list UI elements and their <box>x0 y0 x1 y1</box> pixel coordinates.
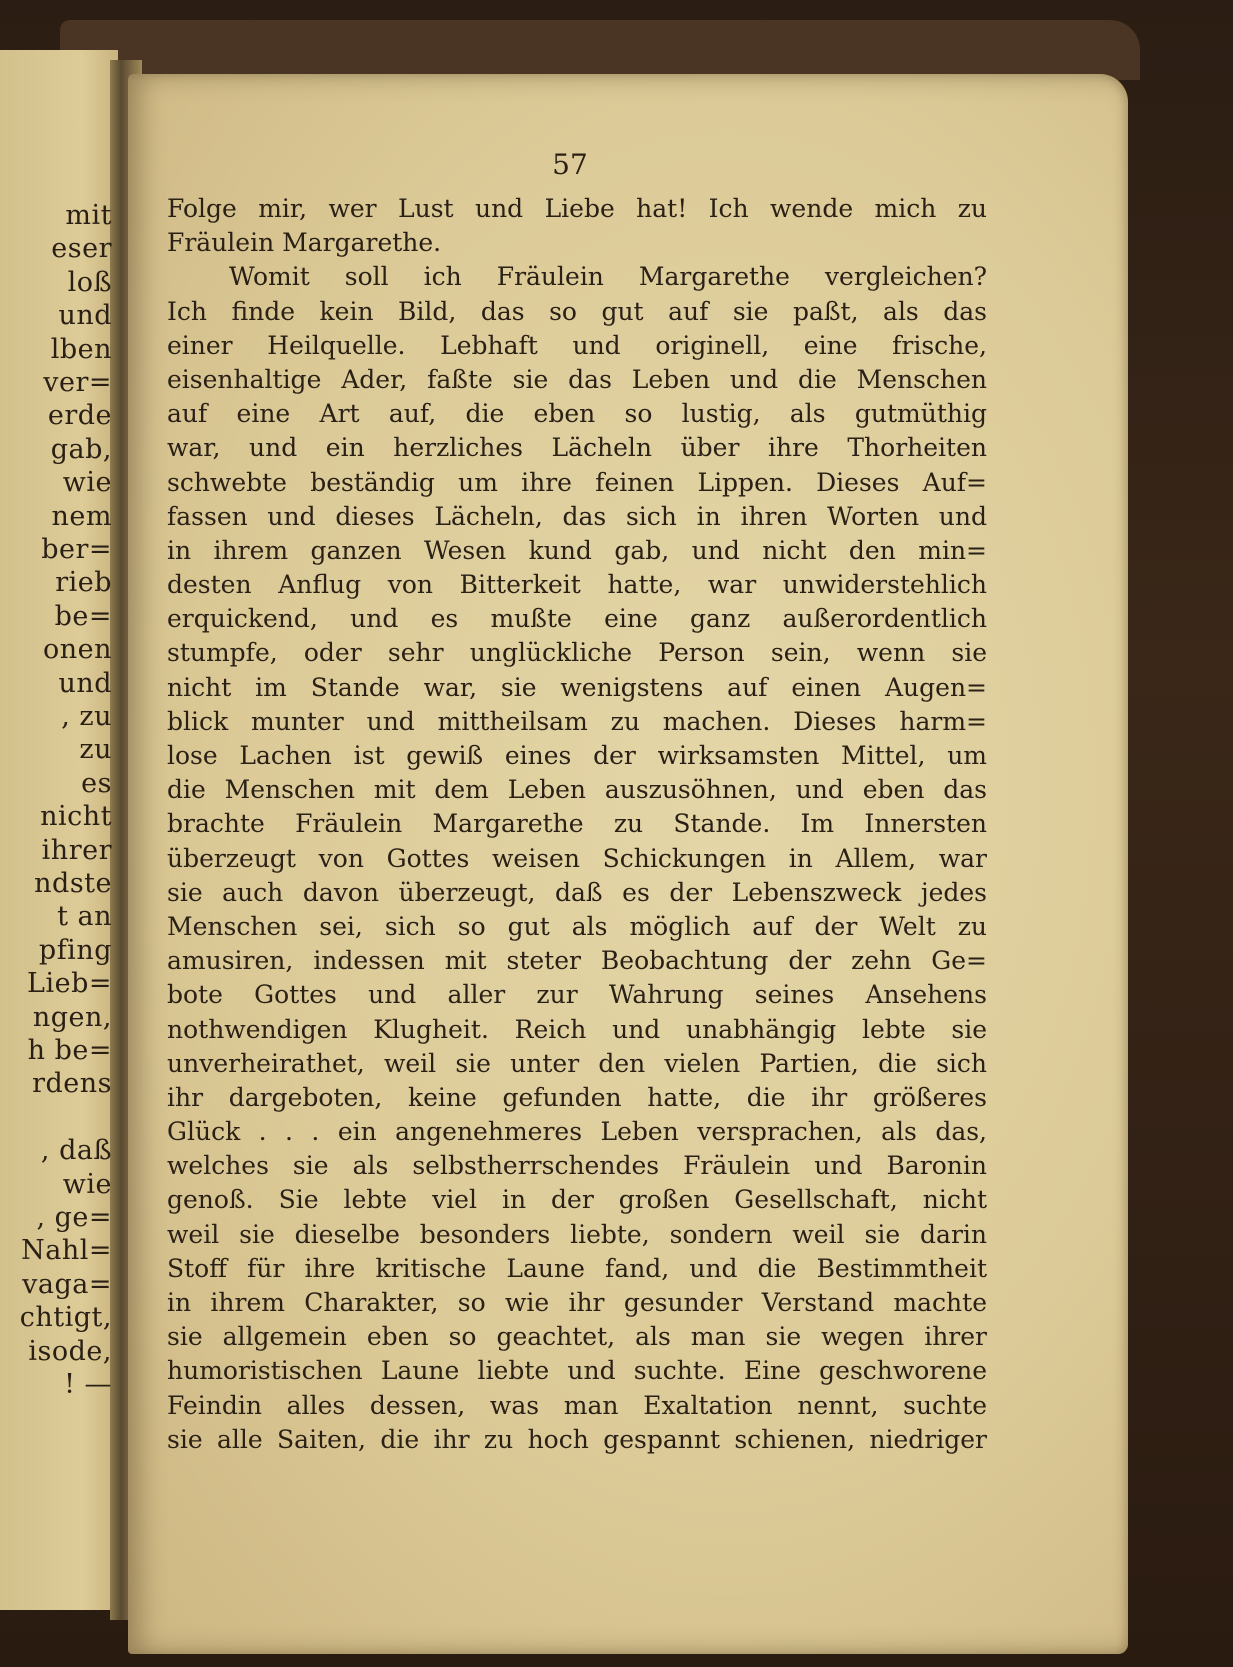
left-page-line: rdens <box>32 1068 112 1100</box>
text-line: sie auch davon überzeugt, daß es der Lebenszweck jedes <box>167 877 987 907</box>
text-line: Fräulein Margarethe. <box>167 228 442 258</box>
text-line: amusiren, indessen mit steter Beobachtung der zehn Ge= <box>167 946 987 976</box>
left-page-line: es <box>81 767 112 799</box>
left-page-line: h be= <box>27 1035 112 1066</box>
text-line: sie allgemein eben so geachtet, als man sie wegen ihrer <box>167 1322 987 1352</box>
left-page-line: und <box>58 667 112 699</box>
left-page-line: isode, <box>28 1335 112 1367</box>
text-line: schwebte beständig um ihre feinen Lippen. Dieses Auf= <box>167 467 987 497</box>
left-page-line: pfing <box>38 934 112 966</box>
text-line: ihr dargeboten, keine gefunden hatte, die ihr größeres <box>167 1082 987 1112</box>
book-cover-edge <box>60 20 1140 80</box>
text-line: nothwendigen Klugheit. Reich und unabhängig lebte sie <box>167 1014 987 1044</box>
left-page-line: zu <box>79 734 112 766</box>
text-line: Ich finde kein Bild, das so gut auf sie paßt, als das <box>167 296 987 326</box>
left-page-line: Lieb= <box>27 968 112 1000</box>
text-line: überzeugt von Gottes weisen Schickungen in Allem, war <box>167 843 987 873</box>
left-page-line: lben <box>50 333 112 365</box>
text-line: fassen und dieses Lächeln, das sich in ihren Worten und <box>167 501 987 531</box>
left-page-line: vaga= <box>22 1268 112 1300</box>
left-page-line: ver= <box>43 367 112 398</box>
text-line: Menschen sei, sich so gut als möglich auf der Welt zu <box>167 911 987 941</box>
left-page-line: , ge= <box>36 1202 112 1233</box>
left-page-line: loß <box>67 266 112 298</box>
text-line: bote Gottes und aller zur Wahrung seines Ansehens <box>167 980 987 1010</box>
left-page-line: wie <box>62 467 112 499</box>
left-page-line: mit <box>65 200 112 231</box>
text-line: unverheirathet, weil sie unter den vielen Partien, die sich <box>167 1048 987 1078</box>
left-page-line: t an <box>57 901 112 933</box>
left-page-line: erde <box>47 400 112 432</box>
text-line: Womit soll ich Fräulein Margarethe vergleichen? <box>229 262 987 292</box>
text-line: in ihrem Charakter, so wie ihr gesunder Verstand machte <box>167 1288 987 1317</box>
text-line: brachte Fräulein Margarethe zu Stande. Im Innersten <box>167 809 987 839</box>
text-line: blick munter und mittheilsam zu machen. Dieses harm= <box>167 706 987 736</box>
text-line: welches sie als selbstherrschendes Fräulein und Baronin <box>167 1151 987 1181</box>
text-line: Stoff für ihre kritische Laune fand, und die Bestimmtheit <box>167 1253 987 1283</box>
text-line: sie alle Saiten, die ihr zu hoch gespannt schienen, niedriger <box>167 1424 987 1454</box>
text-line: Glück . . . ein angenehmeres Leben versprachen, als das, <box>167 1117 987 1147</box>
text-line: erquickend, und es mußte eine ganz außerordentlich <box>167 604 987 634</box>
text-line: desten Anflug von Bitterkeit hatte, war unwiderstehlich <box>167 570 987 600</box>
left-page-line: ngen, <box>32 1001 112 1033</box>
left-page-line: wie <box>62 1168 112 1200</box>
left-page-line: und <box>58 300 112 332</box>
text-line: lose Lachen ist gewiß eines der wirksamsten Mittel, um <box>167 741 987 770</box>
left-page-line: nicht <box>40 801 112 833</box>
left-page-line: ndste <box>34 868 112 899</box>
text-line: Folge mir, wer Lust und Liebe hat! Ich wende mich zu <box>167 194 987 223</box>
text-line: nicht im Stande war, sie wenigstens auf einen Augen= <box>167 672 987 702</box>
page-text <box>167 192 987 1457</box>
text-line: die Menschen mit dem Leben auszusöhnen, und eben das <box>167 775 987 805</box>
left-page-line: ber= <box>41 534 112 565</box>
text-line: weil sie dieselbe besonders liebte, sondern weil sie darin <box>167 1219 987 1249</box>
text-line: auf eine Art auf, die eben so lustig, als gutmüthig <box>167 399 987 429</box>
left-page-line: be= <box>54 600 112 632</box>
left-page-line: , daß <box>40 1135 112 1167</box>
left-page-line: chtigt, <box>19 1302 112 1334</box>
text-line: eisenhaltige Ader, faßte sie das Leben und die Menschen <box>167 364 987 394</box>
left-page-line: onen <box>42 634 112 666</box>
text-line: genoß. Sie lebte viel in der großen Gesellschaft, nicht <box>167 1185 987 1215</box>
text-line: stumpfe, oder sehr unglückliche Person sein, wenn sie <box>167 638 987 668</box>
left-page-line: gab, <box>50 433 112 465</box>
text-line: in ihrem ganzen Wesen kund gab, und nicht den min= <box>167 535 987 565</box>
left-page-line: ! — <box>64 1369 112 1400</box>
text-line: Feindin alles dessen, was man Exaltation nennt, suchte <box>167 1390 987 1420</box>
left-page-line: ihrer <box>41 834 112 866</box>
left-page-line: eser <box>51 233 112 265</box>
page-number: 57 <box>552 148 588 181</box>
left-page-line: rieb <box>55 567 112 599</box>
left-page-line: Nahl= <box>21 1235 112 1267</box>
text-line: war, und ein herzliches Lächeln über ihre Thorheiten <box>167 433 987 463</box>
left-page-line: , zu <box>61 701 112 732</box>
text-line: humoristischen Laune liebte und suchte. Eine geschworene <box>167 1356 987 1386</box>
text-line: einer Heilquelle. Lebhaft und originell, eine frische, <box>167 330 987 360</box>
left-page-line: nem <box>51 500 112 532</box>
